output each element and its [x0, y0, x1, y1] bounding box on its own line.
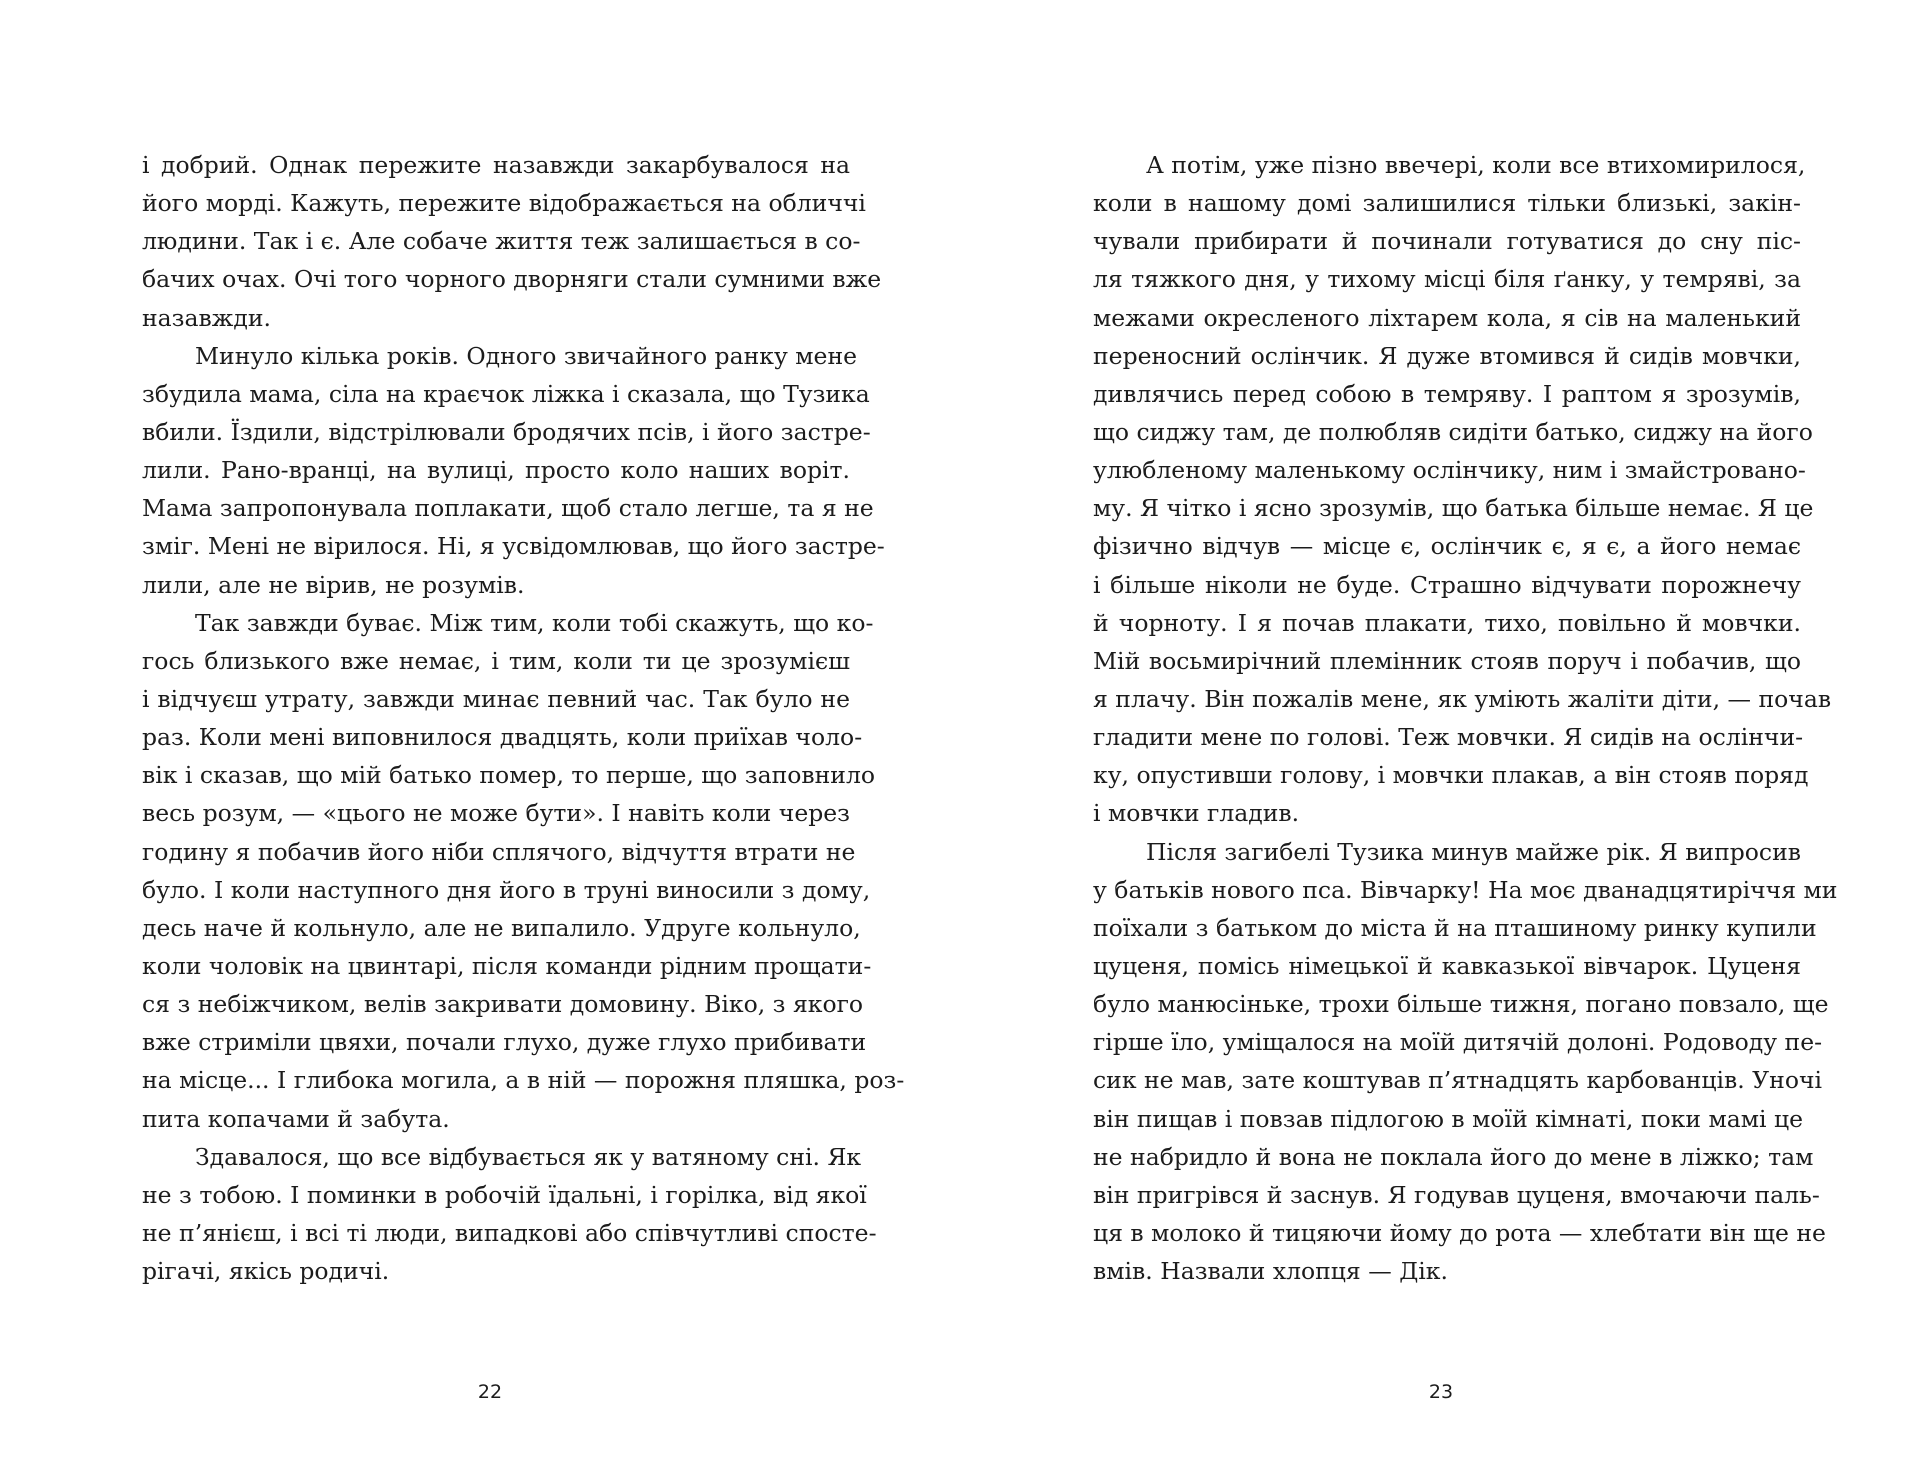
text-line: А потім, уже пізно ввечері, коли все втихомирилося,: [1146, 151, 1806, 179]
text-line: раз. Коли мені виповнилося двадцять, коли приїхав чоло-: [142, 723, 863, 752]
paragraph: [142, 146, 882, 337]
page-number-left: 22: [477, 1381, 503, 1403]
text-line: на місце... І глибока могила, а в ній — порожня пляшка, роз-: [142, 1066, 905, 1095]
text-line: я плачу. Він пожалів мене, як уміють жаліти діти, — почав: [1093, 684, 1832, 713]
text-line: ку, опустивши голову, і мовчки плакав, а він стояв поряд: [1093, 761, 1809, 790]
right-page: [1093, 146, 1838, 1290]
text-line: улюбленому маленькому ослінчику, ним і змайстровано-: [1093, 456, 1806, 485]
text-line: у батьків нового пса. Вівчарку! На моє дванадцятиріччя ми: [1093, 875, 1838, 904]
text-line: межами окресленого ліхтарем кола, я сів на маленький: [1093, 303, 1801, 332]
text-line: ся з небіжчиком, велів закривати домовину. Віко, з якого: [142, 990, 864, 1019]
text-line: пита копачами й забута.: [142, 1104, 450, 1133]
text-line: годину я побачив його ніби сплячого, відчуття втрати не: [142, 837, 856, 866]
text-line: вік і сказав, що мій батько помер, то перше, що заповнило: [142, 761, 876, 790]
paragraph: [1093, 146, 1832, 833]
text-line: цуценя, помісь німецької й кавказької вівчарок. Цуценя: [1093, 951, 1801, 980]
text-line: гладити мене по голові. Теж мовчки. Я сидів на ослінчи-: [1093, 723, 1804, 752]
text-line: гірше їло, уміщалося на моїй дитячій долоні. Родоводу пе-: [1093, 1028, 1823, 1057]
paragraph: [142, 604, 905, 1138]
text-line: Після загибелі Тузика минув майже рік. Я випросив: [1146, 837, 1801, 866]
text-line: вбили. Їздили, відстрілювали бродячих псів, і його застре-: [142, 417, 871, 446]
text-line: Минуло кілька років. Одного звичайного ранку мене: [195, 341, 858, 370]
paragraph: [142, 1138, 877, 1291]
text-line: він пригрівся й заснув. Я годував цуценя, вмочаючи паль-: [1093, 1180, 1820, 1209]
text-line: лили, але не вірив, не розумів.: [142, 570, 525, 599]
text-line: і відчуєш утрату, завжди минає певний час. Так було не: [142, 684, 850, 713]
text-line: чували прибирати й починали готуватися до сну піс-: [1093, 227, 1801, 256]
text-line: не з тобою. І поминки в робочій їдальні, і горілка, від якої: [142, 1180, 867, 1209]
text-line: не п’янієш, і всі ті люди, випадкові або співчутливі спосте-: [142, 1218, 877, 1247]
text-line: лили. Рано-вранці, на вулиці, просто коло наших воріт.: [142, 456, 850, 485]
text-line: Мій восьмирічний племінник стояв поруч і побачив, що: [1093, 646, 1801, 675]
text-line: було манюсіньке, трохи більше тижня, погано повзало, ще: [1093, 990, 1829, 1019]
text-line: ця в молоко й тицяючи йому до рота — хлебтати він ще не: [1093, 1218, 1826, 1247]
text-line: коли чоловік на цвинтарі, після команди рідним прощати-: [142, 951, 872, 980]
text-line: назавжди.: [142, 303, 271, 332]
text-line: дивлячись перед собою в темряву. І раптом я зрозумів,: [1093, 379, 1801, 408]
text-line: його морді. Кажуть, пережите відображається на обличчі: [142, 189, 866, 218]
text-line: людини. Так і є. Але собаче життя теж залишається в со-: [142, 227, 861, 256]
text-line: не набридло й вона не поклала його до мене в ліжко; там: [1093, 1142, 1814, 1171]
text-line: ля тяжкого дня, у тихому місці біля ґанку, у темряві, за: [1093, 265, 1801, 294]
text-line: Здавалося, що все відбувається як у ватяному сні. Як: [195, 1142, 862, 1171]
text-line: вже стриміли цвяхи, почали глухо, дуже глухо прибивати: [142, 1028, 867, 1057]
text-line: Мама запропонувала поплакати, щоб стало легше, та я не: [142, 494, 874, 523]
text-line: десь наче й кольнуло, але не випалило. Удруге кольнуло,: [142, 913, 861, 942]
paragraph: [142, 337, 885, 604]
text-line: фізично відчув — місце є, ослінчик є, я є, а його немає: [1093, 532, 1801, 561]
text-line: гось близького вже немає, і тим, коли ти це зрозумієш: [142, 646, 850, 675]
text-line: він пищав і повзав підлогою в моїй кімнаті, поки мамі це: [1093, 1104, 1804, 1133]
text-line: Так завжди буває. Між тим, коли тобі скажуть, що ко-: [195, 608, 874, 637]
text-line: сик не мав, зате коштував п’ятнадцять карбованців. Уночі: [1093, 1066, 1823, 1095]
text-line: зміг. Мені не вірилося. Ні, я усвідомлював, що його застре-: [142, 532, 885, 561]
text-line: переносний ослінчик. Я дуже втомився й сидів мовчки,: [1093, 341, 1801, 370]
text-line: вмів. Назвали хлопця — Дік.: [1093, 1257, 1448, 1286]
text-line: збудила мама, сіла на краєчок ліжка і сказала, що Тузика: [142, 379, 870, 408]
text-line: було. І коли наступного дня його в труні виносили з дому,: [142, 875, 871, 904]
text-line: й чорноту. І я почав плакати, тихо, повільно й мовчки.: [1093, 608, 1801, 637]
left-page: [142, 146, 905, 1290]
text-line: весь розум, — «цього не може бути». І навіть коли через: [142, 799, 850, 828]
text-line: рігачі, якісь родичі.: [142, 1257, 390, 1286]
text-line: і мовчки гладив.: [1093, 799, 1300, 828]
text-line: бачих очах. Очі того чорного дворняги стали сумними вже: [142, 265, 882, 294]
text-line: і більше ніколи не буде. Страшно відчувати порожнечу: [1093, 570, 1801, 599]
text-line: му. Я чітко і ясно зрозумів, що батька більше немає. Я це: [1093, 494, 1814, 523]
page-number-right: 23: [1428, 1381, 1454, 1403]
text-line: що сиджу там, де полюбляв сидіти батько, сиджу на його: [1093, 417, 1813, 446]
text-line: коли в нашому домі залишилися тільки близькі, закін-: [1093, 189, 1801, 218]
paragraph: [1093, 833, 1838, 1291]
text-line: і добрий. Однак пережите назавжди закарбувалося на: [142, 151, 850, 179]
text-line: поїхали з батьком до міста й на пташиному ринку купили: [1093, 913, 1817, 942]
